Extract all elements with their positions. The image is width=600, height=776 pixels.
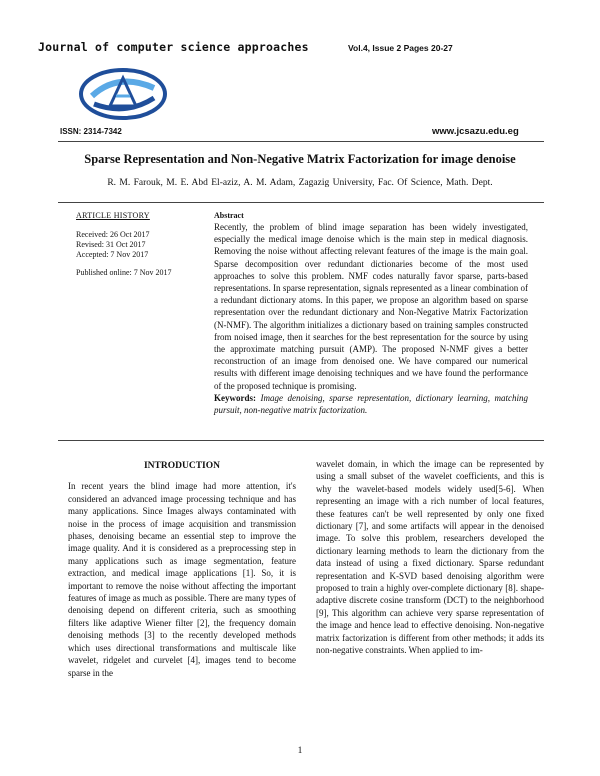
abstract-text: Recently, the problem of blind image separation has been widely investigated, especially the medical image denoise which is the main step in medical diagnosis. Removing the noise without affecting relevant features of the image is the main goal. Sparse decomposition over redundant dictionaries become of the most used approaches to solve this problem. NMF codes naturally favor sparse, parts-based representations. In sparse representation, signals represented as a linear combination of a redundant dictionary atoms. In this paper, we propose an algorithm based on sparse representation over the redundant dictionary and Non-Negative Matrix Factorization (N-NMF). The algorithm initializes a dictionary based on training samples constructed from noised image, then it searches for the best representation for the source by using the approximate matching pursuit (AMP). The proposed N-NMF gives a better reconstruction of an image from denoised one. We have compared our numerical results with different image denoising techniques and we have found the performance of the proposed technique is promising.	[214, 222, 528, 391]
journal-logo-icon	[78, 66, 168, 122]
paper-authors: R. M. Farouk, M. E. Abd El-aziz, A. M. Adam, Zagazig University, Fac. Of Science, Math. Dept.	[107, 178, 493, 188]
title-divider	[58, 202, 544, 203]
paper-title: Sparse Representation and Non-Negative Matrix Factorization for image denoise	[84, 152, 516, 166]
volume-info: Vol.4, Issue 2 Pages 20-27	[348, 43, 453, 53]
keywords	[214, 392, 528, 416]
keywords-label: Keywords:	[214, 392, 256, 403]
accepted-date: Accepted: 7 Nov 2017	[76, 250, 149, 259]
received-date: Received: 26 Oct 2017	[76, 230, 150, 239]
introduction-heading: INTRODUCTION	[143, 461, 220, 471]
intro-text-left: In recent years the blind image had more attention, it's considered an advanced image processing technique and has many applications. Since Images always contaminated with noise in the process of image acquisition and transmission phases, denoising became an essential step to improve the image quality. And it is considered as a preprocessing step in many applications such as image segmentation, feature extraction, and medical image applications [1]. So, it is important to remove the noise without affecting the important features of image as much as possible. There are many types of denoising depend on different criteria, such as smoothing filters like adaptive Wiener filter [2], the frequency domain denoising methods [3] to the recently developed methods which uses directional transformations and multiscale like wavelet, ridgelet and curvelet [4], images tend to become sparse in the	[68, 481, 296, 678]
keywords-text: Image denoising, sparse representation, dictionary learning, matching pursuit, non-negative matrix factorization.	[214, 392, 528, 416]
article-history-heading: ARTICLE HISTORY	[76, 211, 150, 220]
issn: ISSN: 2314-7342	[60, 127, 122, 136]
journal-website-link[interactable]: www.jcsazu.edu.eg	[432, 126, 519, 137]
revised-date: Revised: 31 Oct 2017	[76, 240, 146, 249]
page-number: 1	[297, 746, 303, 756]
journal-title: Journal of computer science approaches	[38, 40, 309, 54]
published-date: Published online: 7 Nov 2017	[76, 268, 172, 277]
intro-column-right	[316, 458, 544, 657]
header-divider	[58, 141, 544, 142]
article-history	[76, 211, 206, 278]
intro-text-right: wavelet domain, in which the image can be represented by using a small subset of the wavelet coefficients, and this is why the wavelet-based models widely used[5-6]. When representing an image with a rich number of local features, these features can't be well represented by only one fixed dictionary [7], and some artifacts will appear in the denoised image. To solve this problem, researchers developed the dictionary learning methods to learn the dictionary from the data instead of using a fixed dictionary. Sparse redundant representation and K-SVD based denoising algorithm were proposed to train a highly over-complete dictionary [8]. shape-adaptive discrete cosine transform (DCT) to the neighborhood [9], This algorithm can achieve very sparse representation of the image and hence lead to effective denoising. Non-negative matrix factorization is different from other methods; it adds its non-negative constraints. When applied to im-	[316, 459, 544, 656]
abstract-section	[214, 211, 528, 416]
abstract-divider	[58, 440, 544, 441]
intro-column-left	[68, 460, 296, 679]
abstract-heading: Abstract	[214, 211, 244, 220]
